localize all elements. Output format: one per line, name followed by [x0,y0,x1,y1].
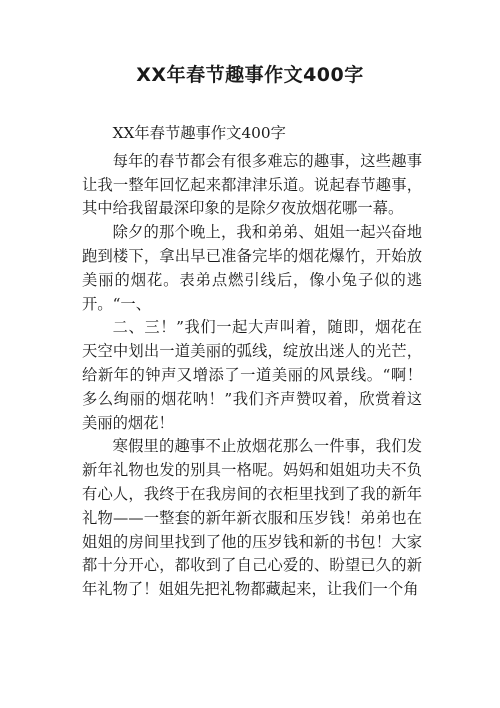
paragraph: 每年的春节都会有很多难忘的趣事，这些趣事让我一整年回忆起来都津津乐道。说起春节趣事，其中给我留最深印象的是除夕夜放烟花哪一幕。 [82,151,422,218]
document-body [82,122,422,602]
paragraph: 二、三！”我们一起大声叫着，随即，烟花在天空中划出一道美丽的弧线，绽放出迷人的光芒，给新年的钟声又增添了一道美丽的风景线。“啊！多么绚丽的烟花呐！”我们齐声赞叹着，欣赏着这美丽的烟花！ [82,318,422,432]
document-title: XX年春节趣事作文400字 [136,64,364,86]
paragraph: 寒假里的趣事不止放烟花那么一件事，我们发新年礼物也发的别具一格呢。妈妈和姐姐功夫不负有心人，我终于在我房间的衣柜里找到了我的新年礼物——一整套的新年新衣服和压岁钱！弟弟也在姐姐的房间里找到了他的压岁钱和新的书包！大家都十分开心，都收到了自己心爱的、盼望已久的新年礼物了！姐姐先把礼物都藏起来，让我们一个角 [82,437,422,599]
paragraph: 除夕的那个晚上，我和弟弟、姐姐一起兴奋地跑到楼下，拿出早已准备完毕的烟花爆竹，开始放美丽的烟花。表弟点燃引线后，像小兔子似的逃开。“一、 [82,223,422,313]
document-subtitle: XX年春节趣事作文400字 [112,124,286,142]
